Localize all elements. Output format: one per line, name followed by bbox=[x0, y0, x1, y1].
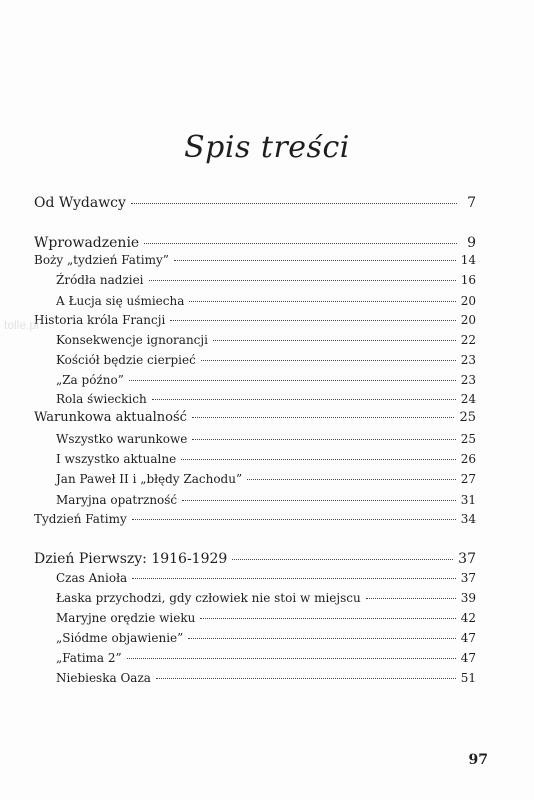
toc-entry bbox=[56, 294, 476, 308]
toc-entry bbox=[56, 631, 476, 645]
toc-entry bbox=[34, 235, 476, 251]
page-number: 97 bbox=[468, 752, 488, 768]
watermark: tolle.pl bbox=[4, 318, 39, 332]
toc-entry bbox=[56, 611, 476, 625]
toc-entry-label: Łaska przychodzi, gdy człowiek nie stoi w miejscu bbox=[56, 591, 361, 605]
toc-entry-label: Boży „tydzień Fatimy” bbox=[34, 253, 169, 267]
toc-entry-page: 51 bbox=[460, 671, 476, 685]
toc-entry-label: Tydzień Fatimy bbox=[34, 512, 127, 526]
toc-entry-label: Warunkowa aktualność bbox=[34, 410, 187, 425]
toc-entry-page: 47 bbox=[460, 631, 476, 645]
dot-leader bbox=[174, 260, 456, 261]
dot-leader bbox=[156, 678, 456, 679]
toc-entry-label: Wszystko warunkowe bbox=[56, 432, 188, 446]
toc-entry bbox=[56, 671, 476, 685]
toc-entry-label: Czas Anioła bbox=[56, 571, 128, 585]
toc-entry-page: 26 bbox=[460, 452, 476, 466]
toc-entry-page: 47 bbox=[460, 651, 476, 665]
toc-entry bbox=[56, 452, 476, 466]
toc-entry-page: 23 bbox=[460, 353, 476, 367]
dot-leader bbox=[182, 500, 456, 501]
toc-entry-page: 37 bbox=[460, 571, 476, 585]
toc-entry-label: Kościół będzie cierpieć bbox=[56, 353, 196, 367]
toc-entry-page: 23 bbox=[460, 373, 476, 387]
toc-entry-label: Niebieska Oaza bbox=[56, 671, 151, 685]
toc-entry bbox=[34, 313, 476, 327]
toc-entry bbox=[56, 651, 476, 665]
toc-entry-label: Maryjne orędzie wieku bbox=[56, 611, 196, 625]
toc-entry-label: Jan Paweł II i „błędy Zachodu” bbox=[56, 472, 243, 486]
dot-leader bbox=[127, 658, 456, 659]
toc-entry-label: I wszystko aktualne bbox=[56, 452, 177, 466]
toc-entry-label: Konsekwencje ignorancji bbox=[56, 333, 208, 347]
toc-entry bbox=[34, 253, 476, 267]
dot-leader bbox=[366, 598, 456, 599]
toc-entry bbox=[56, 571, 476, 585]
dot-leader bbox=[213, 340, 456, 341]
toc-entry-label: Źródła nadziei bbox=[56, 273, 144, 287]
dot-leader bbox=[152, 399, 456, 400]
toc-entry-label: A Łucja się uśmiecha bbox=[56, 294, 185, 308]
toc-entry-label: „Fatima 2” bbox=[56, 651, 122, 665]
dot-leader bbox=[201, 360, 456, 361]
toc-entry-label: Dzień Pierwszy: 1916-1929 bbox=[34, 551, 228, 567]
toc-entry-label: „Za późno” bbox=[56, 373, 124, 387]
toc-entry bbox=[56, 591, 476, 605]
toc-entry-page: 14 bbox=[460, 253, 476, 267]
dot-leader bbox=[144, 243, 457, 244]
dot-leader bbox=[188, 638, 455, 639]
toc-entry-page: 16 bbox=[460, 273, 476, 287]
toc-entry-page: 42 bbox=[460, 611, 476, 625]
toc-entry-page: 7 bbox=[467, 195, 476, 211]
toc-entry bbox=[34, 410, 476, 425]
toc-entry-page: 25 bbox=[460, 432, 476, 446]
dot-leader bbox=[192, 417, 455, 418]
toc-entry-page: 37 bbox=[458, 551, 476, 567]
toc-entry bbox=[56, 432, 476, 446]
dot-leader bbox=[247, 479, 456, 480]
dot-leader bbox=[170, 320, 455, 321]
toc-entry-label: Rola świeckich bbox=[56, 392, 147, 406]
toc-entry bbox=[56, 373, 476, 387]
dot-leader bbox=[132, 578, 456, 579]
toc-entry bbox=[56, 392, 476, 406]
dot-leader bbox=[232, 559, 453, 560]
toc-entry bbox=[56, 493, 476, 507]
toc-entry-page: 27 bbox=[460, 472, 476, 486]
page-title: Spis treści bbox=[184, 130, 350, 166]
toc-entry bbox=[34, 195, 476, 211]
toc-entry-page: 22 bbox=[460, 333, 476, 347]
toc-entry-label: Od Wydawcy bbox=[34, 195, 126, 211]
toc-entry-page: 34 bbox=[460, 512, 476, 526]
toc-entry-label: Wprowadzenie bbox=[34, 235, 140, 251]
dot-leader bbox=[129, 380, 456, 381]
toc-entry-page: 39 bbox=[460, 591, 476, 605]
toc-entry bbox=[34, 512, 476, 526]
dot-leader bbox=[200, 618, 455, 619]
toc-entry-page: 20 bbox=[460, 313, 476, 327]
toc-entry-page: 31 bbox=[460, 493, 476, 507]
dot-leader bbox=[132, 519, 456, 520]
toc-entry bbox=[56, 353, 476, 367]
toc-entry-label: Historia króla Francji bbox=[34, 313, 166, 327]
dot-leader bbox=[131, 203, 457, 204]
dot-leader bbox=[149, 280, 456, 281]
toc-entry-page: 20 bbox=[460, 294, 476, 308]
toc-entry-page: 9 bbox=[467, 235, 476, 251]
toc-entry-page: 25 bbox=[459, 410, 476, 425]
toc-entry-label: Maryjna opatrzność bbox=[56, 493, 178, 507]
toc-entry bbox=[34, 551, 476, 567]
dot-leader bbox=[189, 301, 455, 302]
toc-entry bbox=[56, 472, 476, 486]
toc-entry-label: „Siódme objawienie” bbox=[56, 631, 184, 645]
dot-leader bbox=[192, 439, 455, 440]
toc-entry-page: 24 bbox=[460, 392, 476, 406]
dot-leader bbox=[181, 459, 456, 460]
toc-entry bbox=[56, 333, 476, 347]
toc-entry bbox=[56, 273, 476, 287]
